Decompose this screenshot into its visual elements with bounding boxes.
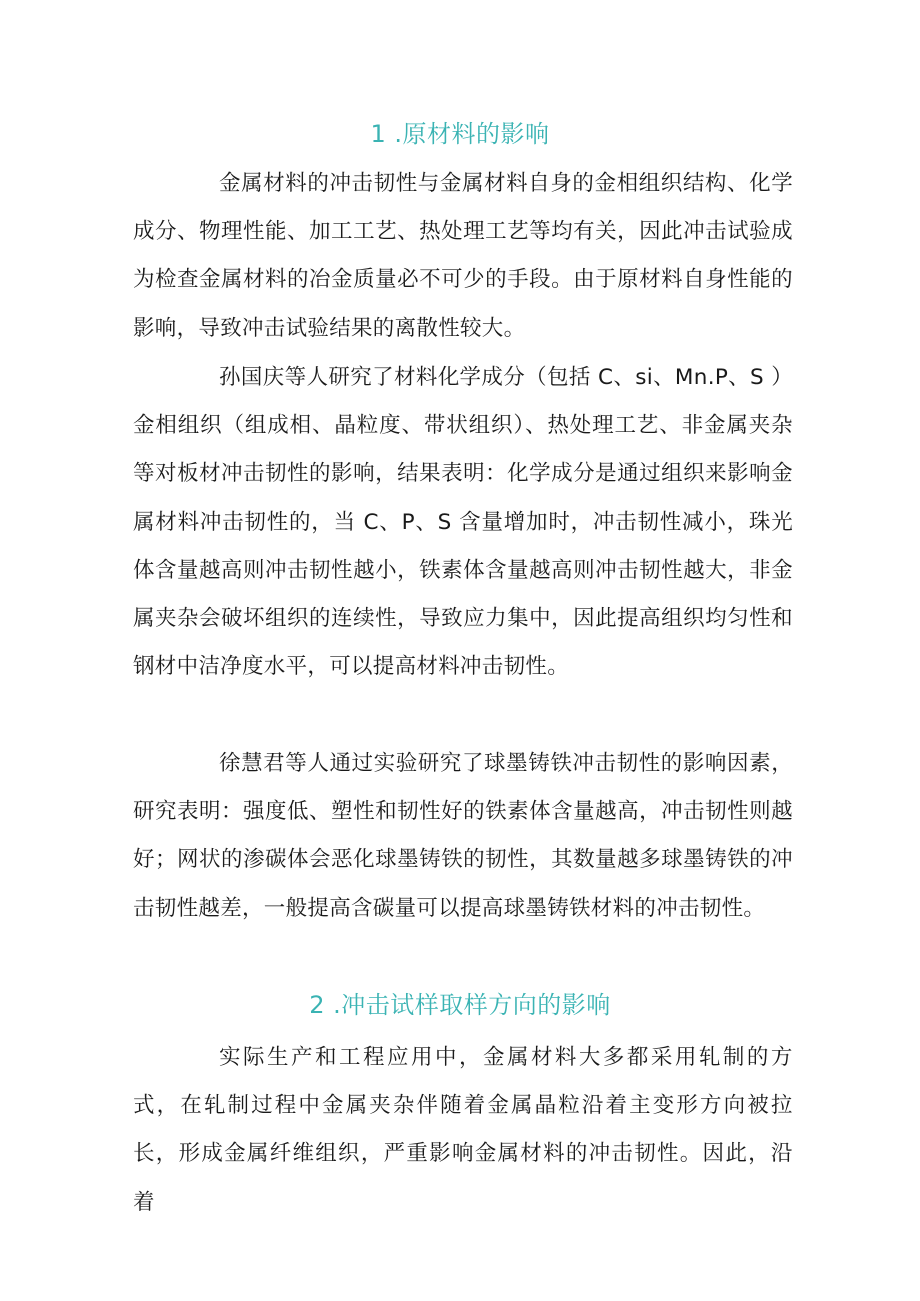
- paragraph-xu-huijun-study: 徐慧君等人通过实验研究了球墨铸铁冲击韧性的影响因素，研究表明：强度低、塑性和韧性好的铁素体含量越高，冲击韧性则越好；网状的渗碳体会恶化球墨铸铁的韧性，其数量越多球墨铸铁的冲击韧性越差，一般提高含碳量可以提高球墨铸铁材料的冲击韧性。: [133, 751, 793, 921]
- paragraph-intro-impact-toughness: 金属材料的冲击韧性与金属材料自身的金相组织结构、化学成分、物理性能、加工工艺、热处理工艺等均有关，因此冲击试验成为检查金属材料的冶金质量必不可少的手段。由于原材料自身性能的影响，导致冲击试验结果的离散性较大。: [133, 171, 793, 341]
- paragraph-rolling-fiber-structure: 实际生产和工程应用中，金属材料大多都采用轧制的方式，在轧制过程中金属夹杂伴随着金属晶粒沿着主变形方向被拉长，形成金属纤维组织，严重影响金属材料的冲击韧性。因此，沿着: [133, 1045, 793, 1215]
- paragraph-sun-guoqing-study: 孙国庆等人研究了材料化学成分（包括 C、si、Mn.P、S ）金相组织（组成相、晶粒度、带状组织）、热处理工艺、非金属夹杂等对板材冲击韧性的影响，结果表明：化学成分是通过组织来影响金属材料冲击韧性的，当 C、P、S 含量增加时，冲击韧性减小，珠光体含量越高则冲击韧性越小，铁素体含量越高则冲击韧性越大，非金属夹杂会破坏组织的连续性，导致应力集中，因此提高组织均匀性和钢材中洁净度水平，可以提高材料冲击韧性。: [133, 365, 793, 680]
- section-heading-raw-material: 1 .原材料的影响: [370, 120, 550, 148]
- section-heading-sampling-direction: 2 .冲击试样取样方向的影响: [309, 991, 611, 1019]
